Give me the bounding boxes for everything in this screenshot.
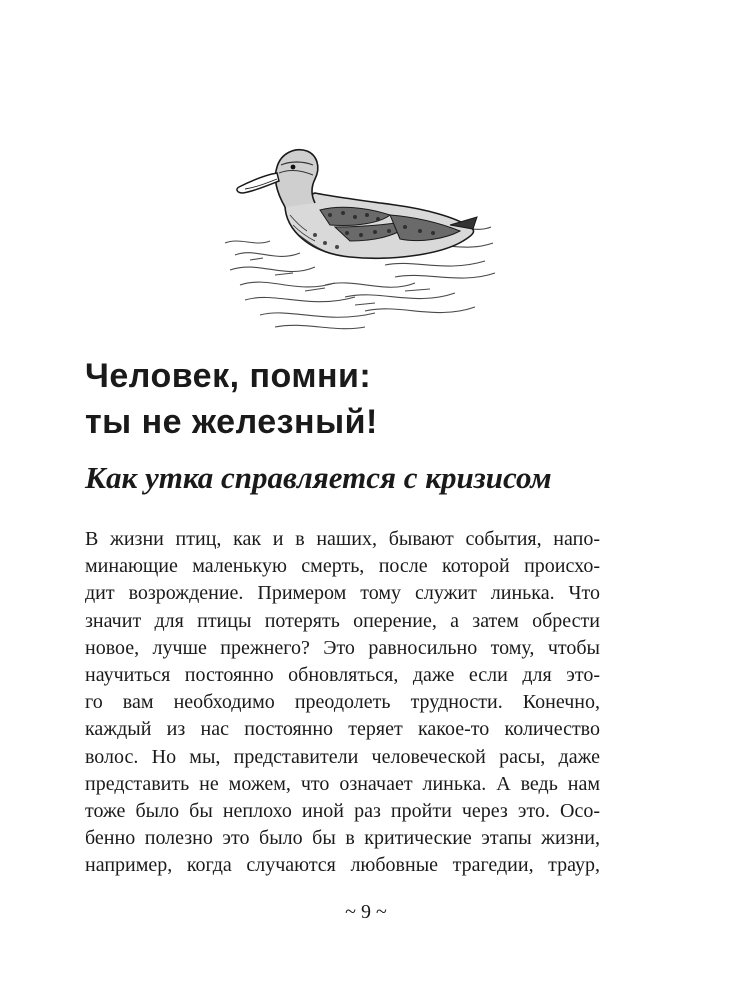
body-line: новое, лучше прежнего? Это равносильно тому, чтобы bbox=[85, 636, 600, 659]
body-line: научиться постоянно обновляться, даже если для это- bbox=[85, 664, 600, 687]
body-line: дит возрождение. Примером тому служит линька. Что bbox=[85, 582, 600, 605]
duck-icon bbox=[215, 135, 505, 335]
body-line: В жизни птиц, как и в наших, бывают события, напо- bbox=[85, 528, 600, 550]
body-paragraph bbox=[85, 526, 600, 880]
title-line-1: Человек, помни: bbox=[85, 357, 372, 395]
chapter-title bbox=[85, 353, 685, 445]
body-line: например, когда случаются любовные трагедии, траур, bbox=[85, 854, 600, 877]
body-line: тоже было бы неплохо иной раз пройти через это. Осо- bbox=[85, 800, 600, 823]
body-line: значит для птицы потерять оперение, а затем обрести bbox=[85, 609, 600, 632]
title-line-2: ты не железный! bbox=[85, 403, 378, 441]
body-line: каждый из нас постоянно теряет какое-то количество bbox=[85, 718, 600, 741]
chapter-subtitle: Как утка справляется с кризисом bbox=[85, 460, 552, 495]
body-line: представить не можем, что означает линька. А ведь нам bbox=[85, 772, 600, 795]
body-line: го вам необходимо преодолеть трудности. Конечно, bbox=[85, 691, 600, 714]
duck-illustration bbox=[215, 135, 505, 335]
page-number: ~ 9 ~ bbox=[345, 901, 387, 923]
body-line: бенно полезно это было бы в критические этапы жизни, bbox=[85, 827, 600, 850]
body-line: волос. Но мы, представители человеческой расы, даже bbox=[85, 745, 600, 768]
body-line: минающие маленькую смерть, после которой происхо- bbox=[85, 555, 600, 578]
